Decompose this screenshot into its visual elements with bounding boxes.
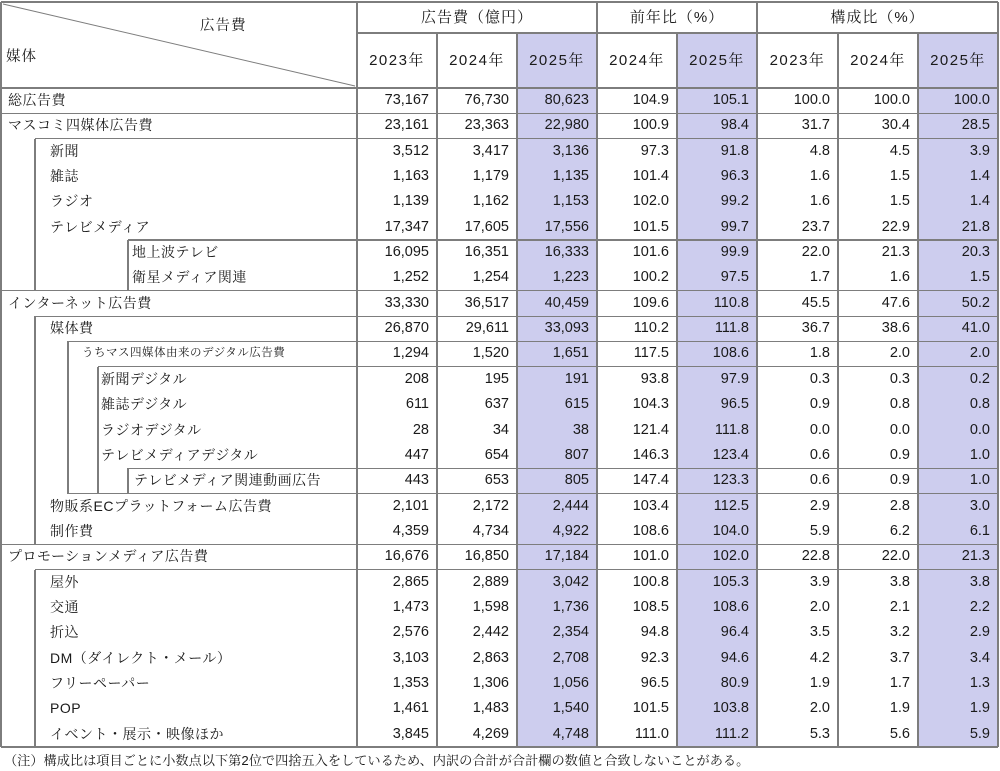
value-cell: 805 <box>564 472 589 489</box>
value-cell: 16,095 <box>384 244 429 261</box>
row-label: 総広告費 <box>8 92 66 108</box>
grid-line-v <box>97 367 98 494</box>
grid-line-h <box>128 468 998 469</box>
row-label: テレビメディア関連動画広告 <box>134 472 322 489</box>
row-label: 媒体費 <box>50 320 94 337</box>
value-cell: 3.0 <box>969 497 990 514</box>
value-cell: 108.6 <box>712 345 749 362</box>
value-cell: 112.5 <box>713 497 749 514</box>
value-cell: 123.4 <box>712 446 749 463</box>
value-cell: 99.7 <box>720 218 749 235</box>
value-cell: 1,056 <box>552 674 589 691</box>
value-cell: 1.6 <box>809 168 830 185</box>
row-label: 屋外 <box>50 573 79 590</box>
value-cell: 4,922 <box>552 522 589 539</box>
column-group-share: 構成比（%） <box>830 9 925 26</box>
value-cell: 1,139 <box>392 193 429 210</box>
row-label: 新聞デジタル <box>101 370 188 387</box>
year-header-yoy-2025: 2025年 <box>689 52 745 69</box>
grid-line-h <box>1 290 998 291</box>
value-cell: 4.5 <box>889 142 910 159</box>
value-cell: 1,179 <box>472 168 509 185</box>
value-cell: 34 <box>492 421 509 438</box>
row-label: 折込 <box>50 624 79 641</box>
value-cell: 1,306 <box>472 674 509 691</box>
value-cell: 5.9 <box>809 522 830 539</box>
value-cell: 2,442 <box>472 624 509 641</box>
row-label: フリーペーパー <box>50 674 151 691</box>
value-cell: 4,734 <box>472 522 509 539</box>
column-group-yoy: 前年比（%） <box>629 9 725 26</box>
value-cell: 0.9 <box>809 396 830 413</box>
value-cell: 30.4 <box>881 117 910 134</box>
value-cell: 76,730 <box>464 92 509 108</box>
value-cell: 33,093 <box>544 320 589 337</box>
grid-line-v <box>676 33 677 747</box>
grid-line-h <box>1 113 998 114</box>
value-cell: 2.9 <box>809 497 830 514</box>
row-label: テレビメディア <box>50 218 151 235</box>
value-cell: 1,135 <box>552 168 589 185</box>
value-cell: 4.2 <box>809 649 830 666</box>
value-cell: 208 <box>404 370 429 387</box>
value-cell: 3,042 <box>552 573 589 590</box>
value-cell: 40,459 <box>544 294 589 311</box>
value-cell: 100.9 <box>632 117 669 134</box>
grid-line-v <box>837 33 838 747</box>
value-cell: 2,354 <box>552 624 589 641</box>
value-cell: 3.8 <box>969 573 990 590</box>
value-cell: 104.0 <box>712 522 749 539</box>
row-label: うちマス四媒体由来のデジタル広告費 <box>82 347 286 360</box>
value-cell: 99.2 <box>720 193 749 210</box>
value-cell: 0.8 <box>969 396 990 413</box>
value-cell: 109.6 <box>632 294 669 311</box>
value-cell: 101.5 <box>632 700 669 717</box>
value-cell: 33,330 <box>384 294 429 311</box>
value-cell: 22.0 <box>801 244 830 261</box>
value-cell: 1.6 <box>809 193 830 210</box>
value-cell: 2.0 <box>889 345 910 362</box>
value-cell: 94.6 <box>720 649 749 666</box>
value-cell: 1,153 <box>552 193 589 210</box>
value-cell: 23,161 <box>384 117 429 134</box>
value-cell: 103.4 <box>632 497 669 514</box>
value-cell: 0.2 <box>969 370 990 387</box>
value-cell: 3.9 <box>969 142 990 159</box>
value-cell: 1,651 <box>552 345 589 362</box>
value-cell: 0.6 <box>809 472 830 489</box>
grid-line-h <box>68 493 998 494</box>
value-cell: 1.7 <box>889 674 910 691</box>
value-cell: 637 <box>484 396 509 413</box>
row-label: プロモーションメディア広告費 <box>8 548 209 565</box>
value-cell: 146.3 <box>632 446 669 463</box>
value-cell: 31.7 <box>801 117 830 134</box>
grid-line-v <box>34 570 35 747</box>
grid-line-v <box>356 2 357 747</box>
value-cell: 0.0 <box>969 421 990 438</box>
value-cell: 102.0 <box>712 548 749 565</box>
value-cell: 3,512 <box>392 142 429 159</box>
value-cell: 20.3 <box>961 244 990 261</box>
value-cell: 36,517 <box>464 294 509 311</box>
value-cell: 101.6 <box>632 244 669 261</box>
value-cell: 6.2 <box>889 522 910 539</box>
grid-line-v <box>127 468 128 493</box>
value-cell: 17,184 <box>544 548 589 565</box>
row-label: 雑誌 <box>50 168 79 185</box>
value-cell: 1.5 <box>889 193 910 210</box>
value-cell: 1,163 <box>392 168 429 185</box>
row-label: 衛星メディア関連 <box>132 269 247 286</box>
value-cell: 0.9 <box>889 472 910 489</box>
value-cell: 101.4 <box>632 168 669 185</box>
value-cell: 1.0 <box>969 446 990 463</box>
row-label: イベント・展示・映像ほか <box>50 725 224 742</box>
value-cell: 0.3 <box>889 370 910 387</box>
grid-line-v <box>436 33 437 747</box>
row-label: 物販系ECプラットフォーム広告費 <box>50 497 273 514</box>
value-cell: 21.3 <box>881 244 910 261</box>
diagonal-divider <box>0 0 358 89</box>
value-cell: 100.8 <box>632 573 669 590</box>
value-cell: 5.9 <box>969 725 990 742</box>
year-header-adcost-2023: 2023年 <box>369 52 425 69</box>
value-cell: 100.2 <box>632 269 669 286</box>
value-cell: 111.8 <box>714 421 749 438</box>
value-cell: 103.8 <box>712 700 749 717</box>
value-cell: 1.6 <box>889 269 910 286</box>
value-cell: 50.2 <box>961 294 990 311</box>
value-cell: 3,136 <box>552 142 589 159</box>
value-cell: 97.3 <box>640 142 669 159</box>
value-cell: 98.4 <box>720 117 749 134</box>
value-cell: 2,576 <box>392 624 429 641</box>
value-cell: 1,223 <box>552 269 589 286</box>
grid-line-v <box>917 33 918 747</box>
value-cell: 110.2 <box>633 320 669 337</box>
value-cell: 22.0 <box>881 548 910 565</box>
value-cell: 36.7 <box>801 320 830 337</box>
value-cell: 121.4 <box>632 421 669 438</box>
value-cell: 1,473 <box>392 598 429 615</box>
value-cell: 28 <box>412 421 429 438</box>
value-cell: 0.9 <box>889 446 910 463</box>
corner-label-media: 媒体 <box>6 49 37 65</box>
value-cell: 2,863 <box>472 649 509 666</box>
value-cell: 97.5 <box>720 269 749 286</box>
value-cell: 2,444 <box>552 497 589 514</box>
value-cell: 23.7 <box>801 218 830 235</box>
value-cell: 1.5 <box>889 168 910 185</box>
grid-line-v <box>516 33 517 747</box>
value-cell: 111.0 <box>634 725 669 742</box>
value-cell: 653 <box>484 472 509 489</box>
value-cell: 117.5 <box>633 345 669 362</box>
value-cell: 17,605 <box>464 218 509 235</box>
value-cell: 16,850 <box>464 548 509 565</box>
value-cell: 1.5 <box>969 269 990 286</box>
value-cell: 96.3 <box>720 168 749 185</box>
grid-line-v <box>127 240 128 291</box>
value-cell: 97.9 <box>720 370 749 387</box>
value-cell: 4,269 <box>472 725 509 742</box>
value-cell: 1,254 <box>472 269 509 286</box>
value-cell: 93.8 <box>640 370 669 387</box>
value-cell: 92.3 <box>640 649 669 666</box>
value-cell: 111.2 <box>714 725 749 742</box>
grid-line-h <box>98 366 998 367</box>
value-cell: 22.9 <box>881 218 910 235</box>
row-label: ラジオデジタル <box>101 421 202 438</box>
value-cell: 3,417 <box>472 142 509 159</box>
value-cell: 26,870 <box>384 320 429 337</box>
value-cell: 2.0 <box>809 598 830 615</box>
value-cell: 17,347 <box>384 218 429 235</box>
value-cell: 73,167 <box>384 92 429 108</box>
value-cell: 3.5 <box>809 624 830 641</box>
grid-line-v <box>756 2 757 747</box>
value-cell: 4.8 <box>809 142 830 159</box>
value-cell: 2,865 <box>392 573 429 590</box>
value-cell: 1.9 <box>969 700 990 717</box>
value-cell: 104.9 <box>632 92 669 108</box>
row-label: POP <box>50 700 82 717</box>
year-header-adcost-2024: 2024年 <box>449 52 505 69</box>
value-cell: 1,598 <box>472 598 509 615</box>
grid-line-h <box>128 239 998 240</box>
value-cell: 3.2 <box>889 624 910 641</box>
value-cell: 1,520 <box>472 345 509 362</box>
value-cell: 100.0 <box>953 92 990 108</box>
value-cell: 80.9 <box>720 674 749 691</box>
grid-line-v <box>997 2 998 747</box>
value-cell: 45.5 <box>801 294 830 311</box>
year-header-share-2023: 2023年 <box>769 52 826 69</box>
value-cell: 3,845 <box>392 725 429 742</box>
value-cell: 1,461 <box>392 700 429 717</box>
value-cell: 1,353 <box>392 674 429 691</box>
value-cell: 1,162 <box>472 193 509 210</box>
value-cell: 2.0 <box>809 700 830 717</box>
value-cell: 16,351 <box>464 244 509 261</box>
value-cell: 41.0 <box>961 320 990 337</box>
value-cell: 611 <box>405 396 429 413</box>
value-cell: 4,359 <box>392 522 429 539</box>
value-cell: 80,623 <box>544 92 589 108</box>
value-cell: 28.5 <box>961 117 990 134</box>
value-cell: 96.5 <box>640 674 669 691</box>
value-cell: 100.0 <box>873 92 910 108</box>
value-cell: 23,363 <box>464 117 509 134</box>
value-cell: 1.4 <box>969 168 990 185</box>
year-header-adcost-2025: 2025年 <box>529 52 585 69</box>
value-cell: 101.0 <box>632 548 669 565</box>
value-cell: 96.4 <box>720 624 749 641</box>
value-cell: 21.8 <box>961 218 990 235</box>
row-label: 新聞 <box>50 142 79 159</box>
value-cell: 108.5 <box>632 598 669 615</box>
value-cell: 100.0 <box>793 92 830 108</box>
value-cell: 191 <box>564 370 589 387</box>
value-cell: 807 <box>564 446 589 463</box>
value-cell: 0.0 <box>809 421 830 438</box>
value-cell: 2,172 <box>472 497 509 514</box>
value-cell: 0.8 <box>889 396 910 413</box>
grid-line-v <box>596 2 597 747</box>
value-cell: 1,736 <box>552 598 589 615</box>
value-cell: 108.6 <box>712 598 749 615</box>
value-cell: 3,103 <box>392 649 429 666</box>
value-cell: 91.8 <box>720 142 749 159</box>
value-cell: 1.9 <box>809 674 830 691</box>
row-label: 地上波テレビ <box>132 244 219 261</box>
value-cell: 654 <box>484 446 509 463</box>
value-cell: 3.9 <box>809 573 830 590</box>
value-cell: 105.3 <box>712 573 749 590</box>
value-cell: 110.8 <box>713 294 749 311</box>
grid-line-v <box>34 316 35 544</box>
grid-line-v <box>34 139 35 291</box>
value-cell: 1,294 <box>392 345 429 362</box>
value-cell: 443 <box>404 472 429 489</box>
value-cell: 21.3 <box>961 548 990 565</box>
row-label: マスコミ四媒体広告費 <box>8 117 153 134</box>
column-group-adcost: 広告費（億円） <box>420 9 533 26</box>
value-cell: 1.0 <box>969 472 990 489</box>
value-cell: 1.7 <box>809 269 830 286</box>
value-cell: 1,540 <box>552 700 589 717</box>
value-cell: 1.9 <box>889 700 910 717</box>
value-cell: 2,101 <box>392 497 429 514</box>
value-cell: 38 <box>572 421 589 438</box>
value-cell: 5.6 <box>889 725 910 742</box>
value-cell: 3.8 <box>889 573 910 590</box>
year-header-share-2024: 2024年 <box>850 52 906 69</box>
value-cell: 2.0 <box>969 345 990 362</box>
row-label: 交通 <box>50 598 79 615</box>
row-label: ラジオ <box>50 193 94 210</box>
value-cell: 96.5 <box>720 396 749 413</box>
value-cell: 17,556 <box>544 218 589 235</box>
year-header-yoy-2024: 2024年 <box>609 52 665 69</box>
year-header-share-2025: 2025年 <box>930 52 986 69</box>
value-cell: 6.1 <box>969 522 990 539</box>
value-cell: 104.3 <box>632 396 669 413</box>
value-cell: 1,252 <box>392 269 429 286</box>
value-cell: 94.8 <box>640 624 669 641</box>
value-cell: 0.3 <box>809 370 830 387</box>
value-cell: 1.3 <box>969 674 990 691</box>
value-cell: 38.6 <box>881 320 910 337</box>
value-cell: 147.4 <box>632 472 669 489</box>
row-label: 制作費 <box>50 522 94 539</box>
row-label: DM（ダイレクト・メール） <box>50 649 232 666</box>
value-cell: 29,611 <box>465 320 509 337</box>
value-cell: 0.0 <box>889 421 910 438</box>
grid-line-v <box>67 341 68 493</box>
row-label: インターネット広告費 <box>8 294 152 311</box>
value-cell: 5.3 <box>809 725 830 742</box>
value-cell: 1.4 <box>969 193 990 210</box>
corner-label-adcost: 広告費 <box>200 18 247 34</box>
grid-line-v <box>0 2 1 747</box>
value-cell: 108.6 <box>632 522 669 539</box>
value-cell: 47.6 <box>881 294 910 311</box>
value-cell: 195 <box>484 370 509 387</box>
value-cell: 2,889 <box>472 573 509 590</box>
value-cell: 2.2 <box>969 598 990 615</box>
value-cell: 447 <box>404 446 429 463</box>
value-cell: 101.5 <box>632 218 669 235</box>
value-cell: 615 <box>564 396 589 413</box>
value-cell: 99.9 <box>720 244 749 261</box>
value-cell: 1,483 <box>472 700 509 717</box>
value-cell: 102.0 <box>632 193 669 210</box>
value-cell: 3.4 <box>969 649 990 666</box>
grid-line-h <box>1 746 998 747</box>
value-cell: 111.8 <box>714 320 749 337</box>
value-cell: 16,333 <box>544 244 589 261</box>
value-cell: 123.3 <box>712 472 749 489</box>
value-cell: 22,980 <box>544 117 589 134</box>
value-cell: 16,676 <box>384 548 429 565</box>
value-cell: 105.1 <box>712 92 749 108</box>
value-cell: 3.7 <box>889 649 910 666</box>
value-cell: 2.8 <box>889 497 910 514</box>
footnote: （注）構成比は項目ごとに小数点以下第2位で四捨五入をしているため、内訳の合計が合計欄の数値と合致しないことがある。 <box>4 753 750 768</box>
value-cell: 0.6 <box>809 446 830 463</box>
value-cell: 2.9 <box>969 624 990 641</box>
grid-line-h <box>68 341 998 342</box>
value-cell: 2,708 <box>552 649 589 666</box>
value-cell: 22.8 <box>801 548 830 565</box>
row-label: テレビメディアデジタル <box>101 446 259 463</box>
row-label: 雑誌デジタル <box>101 396 188 413</box>
value-cell: 1.8 <box>809 345 830 362</box>
grid-line-h <box>1 544 998 545</box>
value-cell: 4,748 <box>552 725 589 742</box>
value-cell: 2.1 <box>889 598 910 615</box>
